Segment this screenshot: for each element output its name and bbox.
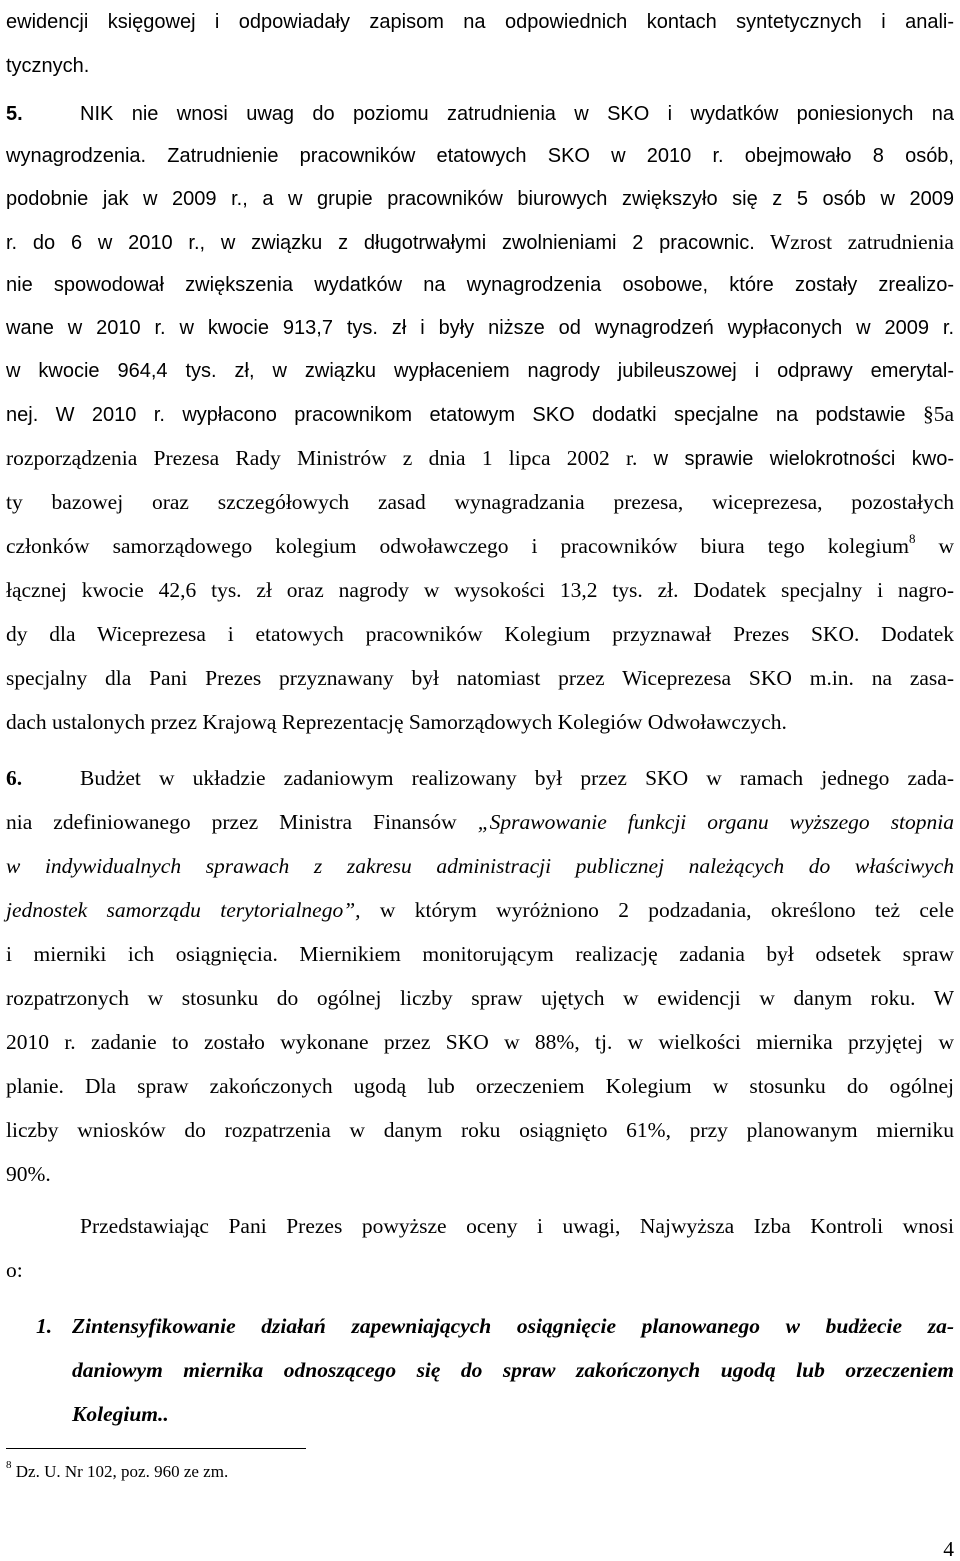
text-span: Dodatek specjalny i nagro- xyxy=(693,578,954,602)
text-span: łącznej kwocie 42,6 tys. zł oraz nagrody w wysokości 13,2 tys. zł. xyxy=(6,578,679,602)
text-line xyxy=(80,100,954,128)
text-span: ewidencji księgowej i odpowiadały zapisom na odpowiednich kontach syntetycznych i anali- xyxy=(6,11,954,33)
text-span: i mierniki ich osiągnięcia. Miernikiem monitorującym realizację zadania był odsetek spraw xyxy=(6,942,954,966)
text-span: w kwocie 964,4 tys. zł, w związku wypłaceniem nagrody jubileuszowej i odprawy emerytal- xyxy=(6,360,954,382)
text-line xyxy=(6,52,954,80)
text-span: w indywidualnych sprawach z zakresu administracji publicznej należących do właściwych xyxy=(6,854,954,878)
text-span: podobnie jak w 2009 r., a w grupie pracowników biurowych zwiększyło się z 5 osób w 2009 xyxy=(6,188,954,210)
text-line xyxy=(6,271,954,299)
text-line xyxy=(6,576,954,604)
text-span: w którym wyróżniono 2 podzadania, określono też cele xyxy=(379,898,954,922)
text-line xyxy=(6,1072,954,1100)
text-line xyxy=(6,1256,954,1284)
text-line xyxy=(6,984,954,1012)
text-line xyxy=(6,808,954,836)
text-span: dy dla Wiceprezesa i etatowych pracowników Kolegium przyznawał Prezes SKO. Dodatek xyxy=(6,622,954,646)
text-span: „Sprawowanie funkcji organu wyższego stopnia xyxy=(477,810,955,834)
text-span: liczby wniosków do rozpatrzenia w danym roku osiągnięto 61%, przy planowanym mierniku xyxy=(6,1118,954,1142)
text-line xyxy=(6,400,954,429)
text-line xyxy=(6,1028,954,1056)
footnote xyxy=(6,1461,228,1483)
text-line xyxy=(6,185,954,213)
text-span: Kolegium.. xyxy=(72,1402,169,1426)
text-span: Przedstawiając Pani Prezes powyższe oceny i uwagi, Najwyższa Izba Kontroli wnosi xyxy=(80,1214,954,1238)
text-line xyxy=(6,1116,954,1144)
text-span: Budżet w układzie zadaniowym realizowany był przez SKO w ramach jednego zada- xyxy=(80,766,954,790)
page-number: 4 xyxy=(943,1537,954,1561)
text-span: wynagrodzenia. Zatrudnienie pracowników etatowych SKO w 2010 r. obejmowało 8 osób, xyxy=(6,145,954,167)
text-line xyxy=(6,532,954,560)
recommendation-line xyxy=(72,1312,954,1340)
text-line xyxy=(6,357,954,385)
text-span: ty bazowej oraz szczegółowych zasad wynagradzania prezesa, wiceprezesa, pozostałych xyxy=(6,490,954,514)
text-line xyxy=(6,664,954,692)
text-line xyxy=(6,228,954,257)
footnote-reference[interactable]: 8 xyxy=(908,530,916,546)
text-line xyxy=(6,314,954,342)
text-line xyxy=(6,852,954,880)
text-span: w xyxy=(938,534,955,558)
text-span: rozporządzenia Prezesa Rady Ministrów z dnia 1 lipca 2002 r. xyxy=(6,446,638,470)
recommendation-line xyxy=(72,1400,954,1428)
text-line xyxy=(6,1160,954,1188)
text-line xyxy=(6,940,954,968)
text-span: Zintensyfikowanie działań zapewniających osiągnięcie planowanego w budżecie za- xyxy=(72,1314,954,1338)
text-span: nie spowodował zwiększenia wydatków na wynagrodzenia osobowe, które zostały zrealizo- xyxy=(6,274,954,296)
text-span: planie. Dla spraw zakończonych ugodą lub orzeczeniem Kolegium w stosunku do ogólnej xyxy=(6,1074,954,1098)
text-span: wane w 2010 r. w kwocie 913,7 tys. zł i były niższe od wynagrodzeń wypłaconych w 2009 r. xyxy=(6,317,954,339)
text-line xyxy=(6,142,954,170)
recommendation-number: 1. xyxy=(36,1314,53,1338)
paragraph-number-5: 5. xyxy=(6,103,23,125)
footnote-marker: 8 xyxy=(6,1459,12,1472)
text-span: członków samorządowego kolegium odwoławczego i pracowników biura tego kolegium xyxy=(6,534,909,558)
text-line xyxy=(80,1212,954,1240)
paragraph-number-6: 6. xyxy=(6,766,23,790)
text-span: 90%. xyxy=(6,1162,51,1186)
text-line xyxy=(6,444,954,473)
text-span: Wzrost zatrudnienia xyxy=(770,230,954,254)
text-line xyxy=(6,488,954,516)
text-span: o: xyxy=(6,1258,23,1282)
footnote-text: Dz. U. Nr 102, poz. 960 ze zm. xyxy=(15,1462,229,1481)
text-span: specjalny dla Pani Prezes przyznawany był natomiast przez Wiceprezesa SKO m.in. na zasa- xyxy=(6,666,954,690)
text-span: dach ustalonych przez Krajową Reprezentację Samorządowych Kolegiów Odwoławczych. xyxy=(6,710,787,734)
recommendation-line xyxy=(72,1356,954,1384)
text-span: NIK nie wnosi uwag do poziomu zatrudnienia w SKO i wydatków poniesionych na xyxy=(80,103,954,125)
text-line xyxy=(6,708,954,736)
text-line xyxy=(6,620,954,648)
text-line xyxy=(80,764,954,792)
text-span: nia zdefiniowanego przez Ministra Finansów xyxy=(6,810,457,834)
text-span: daniowym miernika odnoszącego się do spraw zakończonych ugodą lub orzeczeniem xyxy=(72,1358,954,1382)
text-span: jednostek samorządu terytorialnego”, xyxy=(6,898,361,922)
text-span: tycznych. xyxy=(6,55,90,77)
text-line xyxy=(6,896,954,924)
footnote-separator xyxy=(6,1448,306,1449)
text-span: rozpatrzonych w stosunku do ogólnej liczby spraw ujętych w ewidencji w danym roku. W xyxy=(6,986,954,1010)
text-span: r. do 6 w 2010 r., w związku z długotrwałymi zwolnieniami 2 pracownic. xyxy=(6,232,755,254)
text-line xyxy=(6,8,954,36)
text-span: §5a xyxy=(922,402,955,426)
text-span: w sprawie wielokrotności kwo- xyxy=(653,448,954,470)
text-span: nej. W 2010 r. wypłacono pracownikom etatowym SKO dodatki specjalne na podstawie xyxy=(6,404,906,426)
text-span: 2010 r. zadanie to zostało wykonane przez SKO w 88%, tj. w wielkości miernika przyjętej w xyxy=(6,1030,954,1054)
